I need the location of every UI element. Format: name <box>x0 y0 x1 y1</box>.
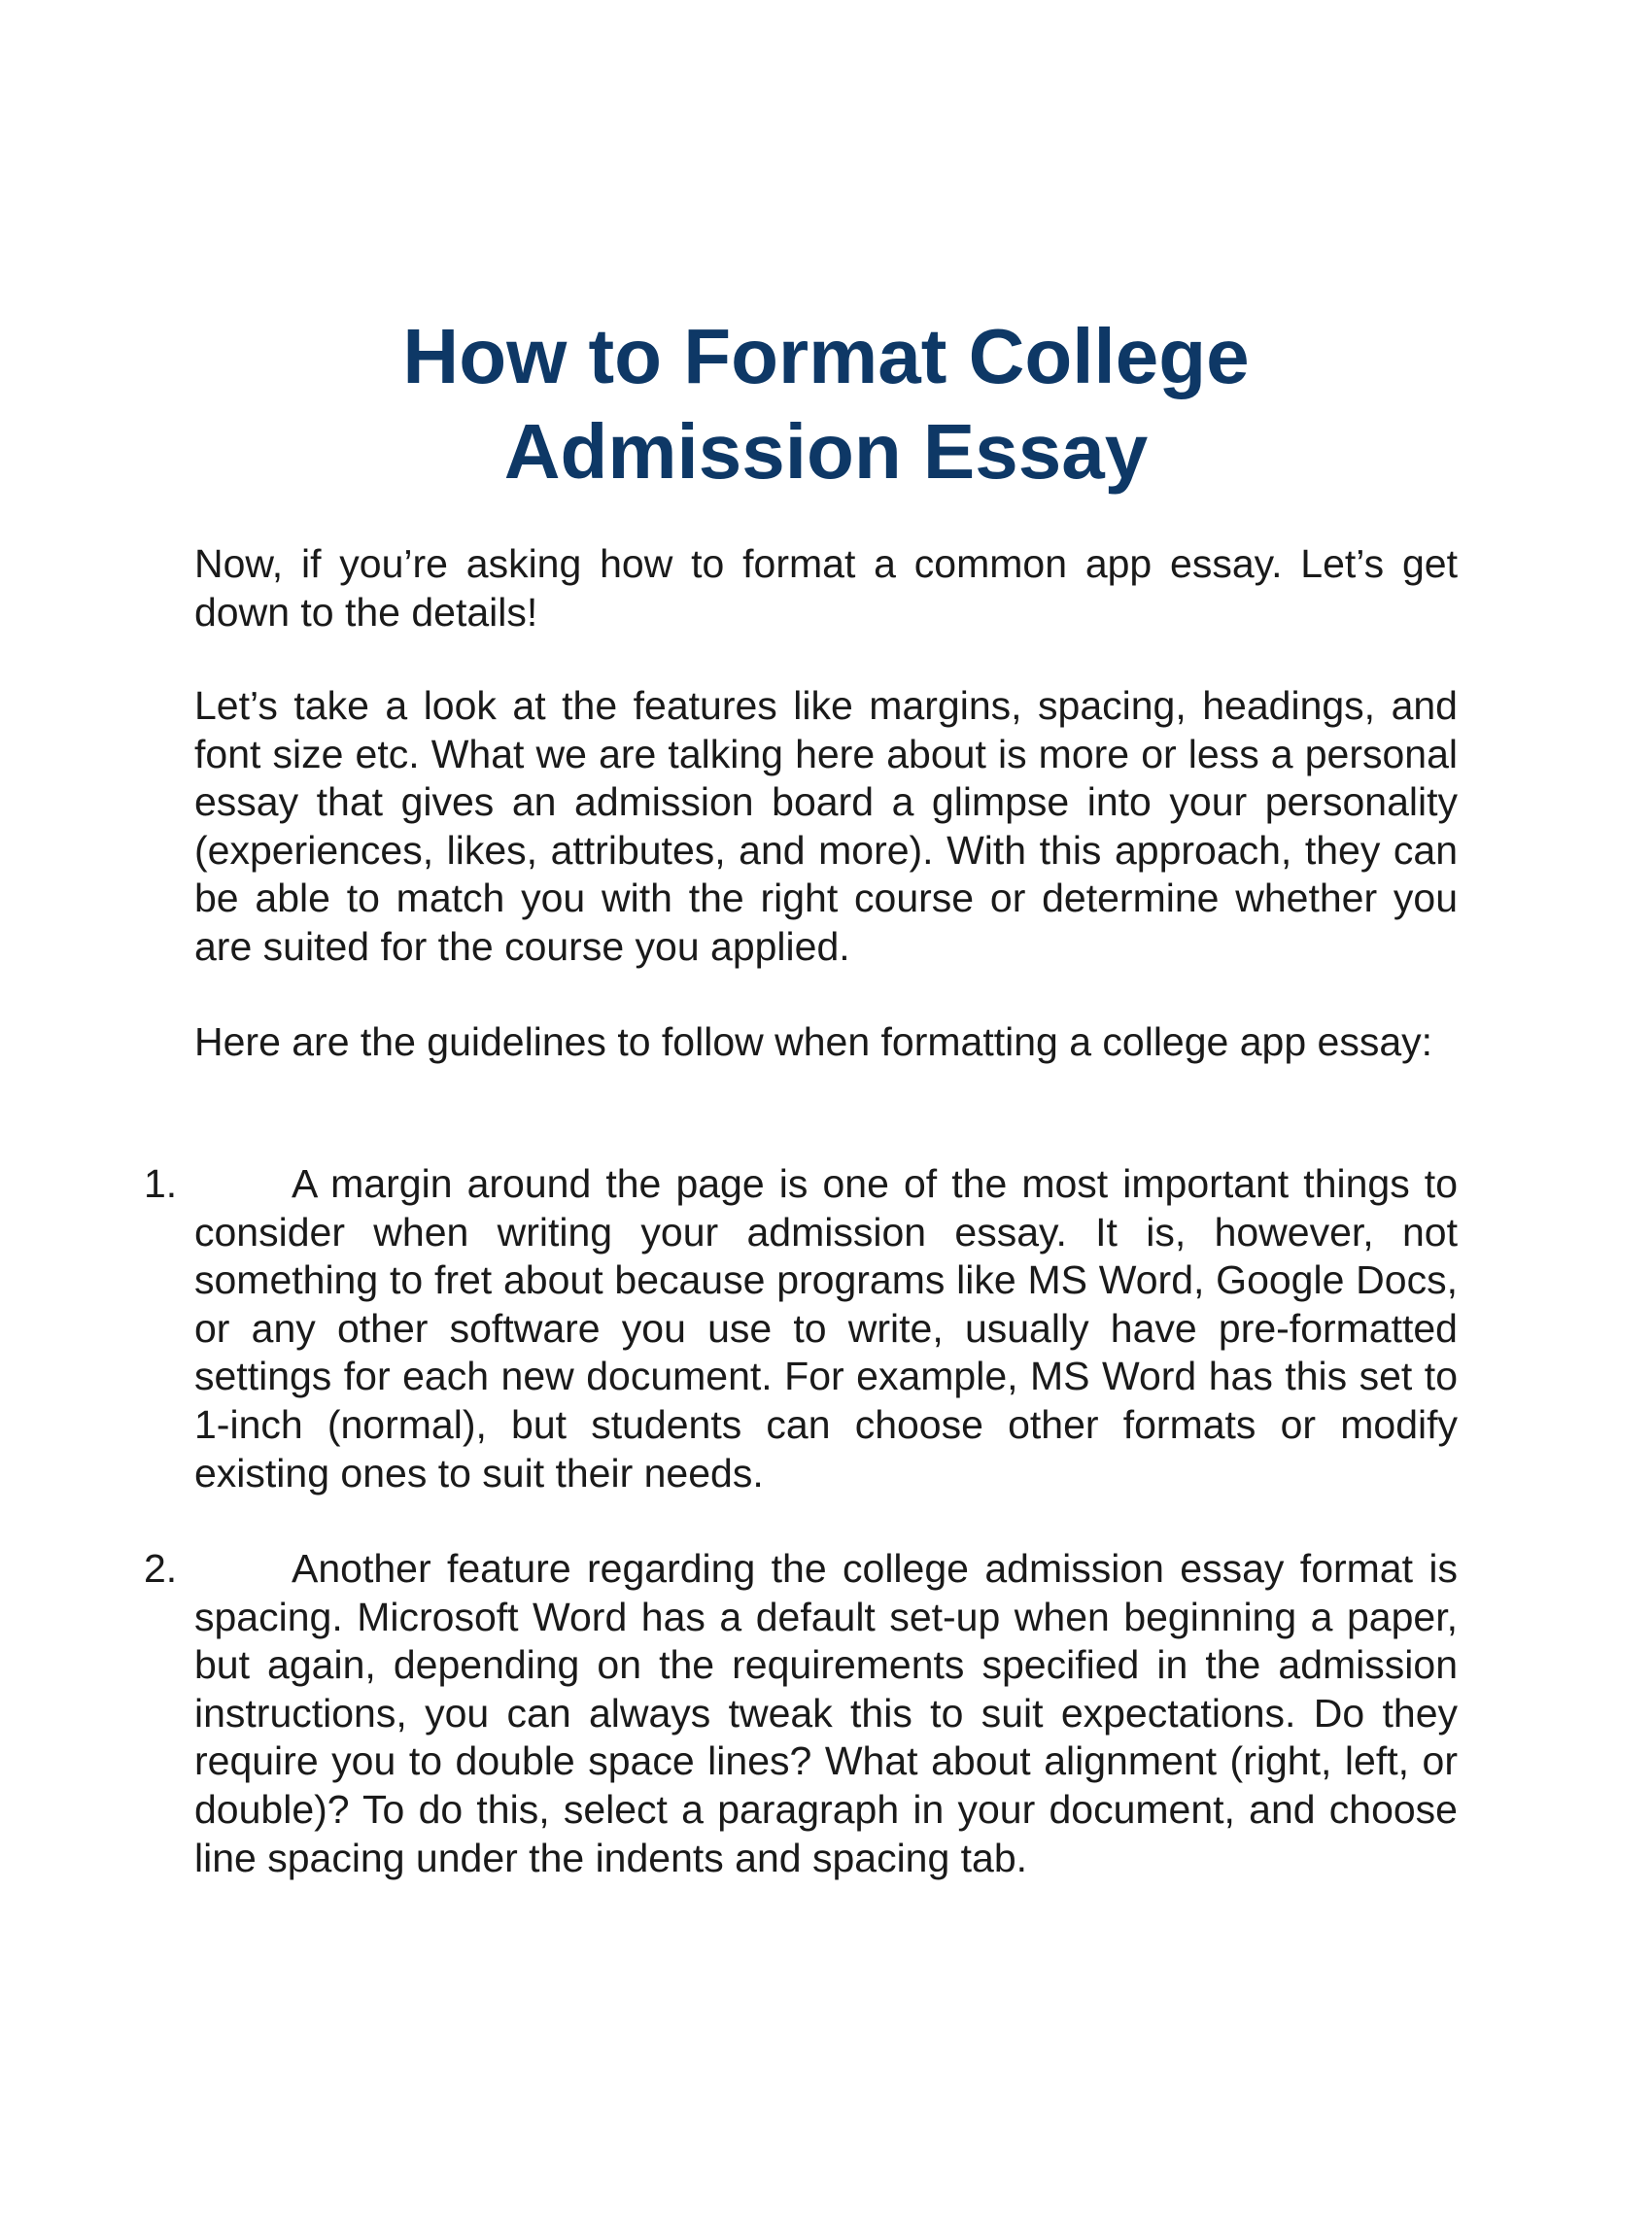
list-item-text: Another feature regarding the college admission essay format is spacing. Microsoft Word has a default set-up when beginning a paper, but again, depending on the requirements specified in the admission instructions, you can always tweak this to suit expectations. Do they require you to double space lines? What about alignment (right, left, or double)? To do this, select a paragraph in your document, and choose line spacing under the indents and spacing tab. <box>194 1546 1458 1880</box>
list-number: 2. <box>144 1546 178 1591</box>
guidelines-intro-paragraph: Here are the guidelines to follow when formatting a college app essay: <box>194 1019 1433 1064</box>
page-title <box>292 309 1360 499</box>
features-paragraph: Let’s take a look at the features like margins, spacing, headings, and font size etc. What we are talking here about is more or less a personal essay that gives an admission board a glimpse into your personality (experiences, likes, attributes, and more). With this approach, they can be able to match you with the right course or determine whether you are suited for the course you applied. <box>194 683 1458 969</box>
title-line-2: Admission Essay <box>503 408 1149 495</box>
list-number: 1. <box>144 1161 178 1206</box>
title-line-1: How to Format College <box>402 313 1250 399</box>
list-item-text: A margin around the page is one of the most important things to consider when writing your admission essay. It is, however, not something to fret about because programs like MS Word, Google Docs, or any other software you use to write, usually have pre-formatted settings for each new document. For example, MS Word has this set to 1-inch (normal), but students can choose other formats or modify existing ones to suit their needs. <box>194 1161 1458 1496</box>
intro-paragraph: Now, if you’re asking how to format a common app essay. Let’s get down to the details! <box>194 541 1458 635</box>
